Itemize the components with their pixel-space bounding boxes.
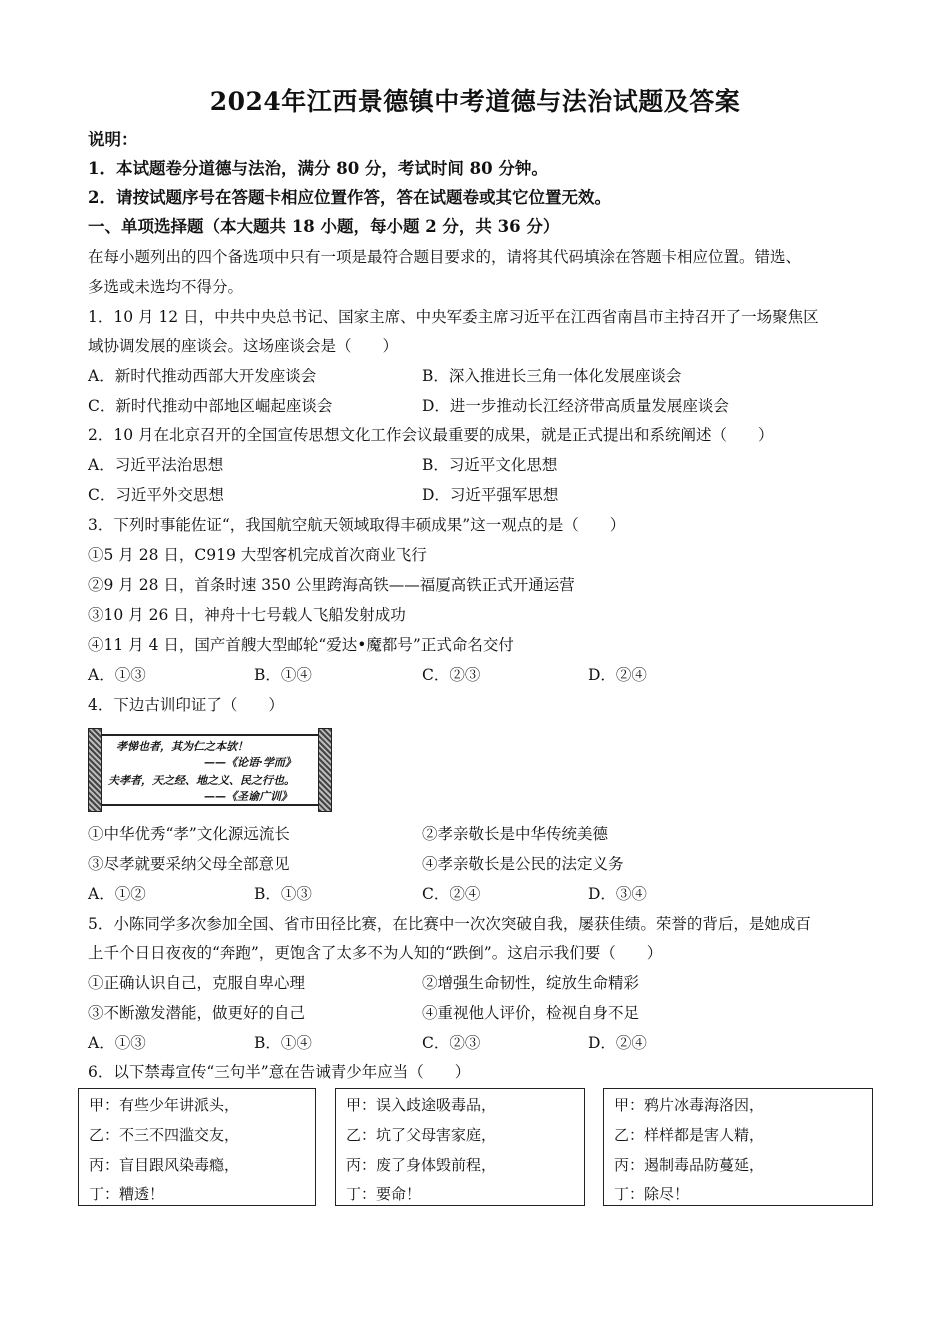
q2-option-c: C．习近平外交思想 [88,486,224,504]
q3-statement-3: ③10 月 26 日，神舟十七号载人飞船发射成功 [88,606,406,624]
q4-statement-2: ②孝亲敬长是中华传统美德 [422,825,609,843]
slogan-box-2-line: 丙：废了身体毁前程， [346,1156,497,1174]
q5-statement-1: ①正确认识自己，克服自卑心理 [88,974,306,992]
scroll-line-4: ——《圣谕广训》 [204,790,292,803]
q6-stem: 6．以下禁毒宣传“三句半”意在告诫青少年应当（ ） [88,1063,471,1081]
instruction-1: 1．本试题卷分道德与法治，满分 80 分，考试时间 80 分钟。 [88,159,548,178]
q3-statement-1: ①5 月 28 日，C919 大型客机完成首次商业飞行 [88,546,427,564]
slogan-box-1-line: 丁：糟透！ [89,1185,165,1203]
q5-option-a: A．①③ [88,1034,146,1052]
q5-option-b: B．①④ [254,1034,312,1052]
q2-option-a: A．习近平法治思想 [88,456,224,474]
q2-stem: 2．10 月在北京召开的全国宣传思想文化工作会议最重要的成果，就是正式提出和系统阐述（ ） [88,426,774,444]
q4-option-d: D．③④ [588,885,647,903]
q5-statement-2: ②增强生命韧性，绽放生命精彩 [422,974,640,992]
q1-option-b: B．深入推进长三角一体化发展座谈会 [422,367,682,385]
scroll-rod-right [318,728,332,812]
q4-option-c: C．②④ [422,885,481,903]
slogan-box-3-line: 丙：遏制毒品防蔓延， [614,1156,765,1174]
ancient-scroll-image [88,728,332,812]
q4-option-b: B．①③ [254,885,312,903]
section-desc-line1: 在每小题列出的四个备选项中只有一项是最符合题目要求的，请将其代码填涂在答题卡相应位置。错选、 [88,248,802,266]
q3-option-a: A．①③ [88,666,146,684]
instructions-heading: 说明： [88,130,138,149]
slogan-box-3 [603,1088,873,1206]
q1-option-a: A．新时代推动西部大开发座谈会 [88,367,317,385]
slogan-box-1-line: 丙：盲目跟风染毒瘾， [89,1156,240,1174]
slogan-box-2-line: 乙：坑了父母害家庭， [346,1126,497,1144]
q4-statement-3: ③尽孝就要采纳父母全部意见 [88,855,290,873]
slogan-box-2-line: 丁：要命！ [346,1185,422,1203]
scroll-line-1: 孝悌也者，其为仁之本欤！ [116,740,248,753]
section-heading: 一、单项选择题（本大题共 18 小题，每小题 2 分，共 36 分） [88,217,560,236]
instruction-2: 2．请按试题序号在答题卡相应位置作答，答在试题卷或其它位置无效。 [88,188,611,207]
slogan-box-2 [335,1088,585,1206]
q3-option-d: D．②④ [588,666,647,684]
q5-option-c: C．②③ [422,1034,481,1052]
slogan-box-3-line: 甲：鸦片冰毒海洛因， [614,1096,765,1114]
q4-statement-4: ④孝亲敬长是公民的法定义务 [422,855,624,873]
q4-option-a: A．①② [88,885,146,903]
q5-statement-4: ④重视他人评价，检视自身不足 [422,1004,640,1022]
scroll-line-2: ——《论语·学而》 [204,756,296,769]
q1-option-c: C．新时代推动中部地区崛起座谈会 [88,397,333,415]
scroll-sheet [102,734,318,806]
slogan-box-1-line: 甲：有些少年讲派头， [89,1096,240,1114]
section-desc-line2: 多选或未选均不得分。 [88,278,244,296]
q5-statement-3: ③不断激发潜能，做更好的自己 [88,1004,306,1022]
slogan-box-1-line: 乙：不三不四滥交友， [89,1126,240,1144]
q1-stem-line2: 域协调发展的座谈会。这场座谈会是（ ） [88,337,399,355]
q2-option-d: D．习近平强军思想 [422,486,559,504]
slogan-box-3-line: 乙：样样都是害人精， [614,1126,765,1144]
q4-stem: 4．下边古训印证了（ ） [88,696,284,714]
q3-stem: 3．下列时事能佐证“，我国航空航天领域取得丰硕成果”这一观点的是（ ） [88,516,626,534]
q5-option-d: D．②④ [588,1034,647,1052]
q3-statement-2: ②9 月 28 日，首条时速 350 公里跨海高铁——福厦高铁正式开通运营 [88,576,575,594]
slogan-box-3-line: 丁：除尽！ [614,1185,690,1203]
q3-statement-4: ④11 月 4 日，国产首艘大型邮轮“爱达•魔都号”正式命名交付 [88,636,514,654]
q1-option-d: D．进一步推动长江经济带高质量发展座谈会 [422,397,729,415]
q3-option-b: B．①④ [254,666,312,684]
q2-option-b: B．习近平文化思想 [422,456,558,474]
scroll-line-3: 夫孝者，天之经、地之义、民之行也。 [108,774,295,787]
scroll-rod-left [88,728,102,812]
slogan-box-1 [78,1088,316,1206]
q4-statement-1: ①中华优秀“孝”文化源远流长 [88,825,290,843]
slogan-box-2-line: 甲：误入歧途吸毒品， [346,1096,497,1114]
q5-stem-line1: 5．小陈同学多次参加全国、省市田径比赛，在比赛中一次次突破自我，屡获佳绩。荣誉的背后，是她成百 [88,915,811,933]
q5-stem-line2: 上千个日日夜夜的“奔跑”，更饱含了太多不为人知的“跌倒”。这启示我们要（ ） [88,944,663,962]
page-title: 2024年江西景德镇中考道德与法治试题及答案 [209,87,741,116]
q1-stem-line1: 1．10 月 12 日，中共中央总书记、国家主席、中央军委主席习近平在江西省南昌市主持召开了一场聚焦区 [88,308,819,326]
q3-option-c: C．②③ [422,666,481,684]
